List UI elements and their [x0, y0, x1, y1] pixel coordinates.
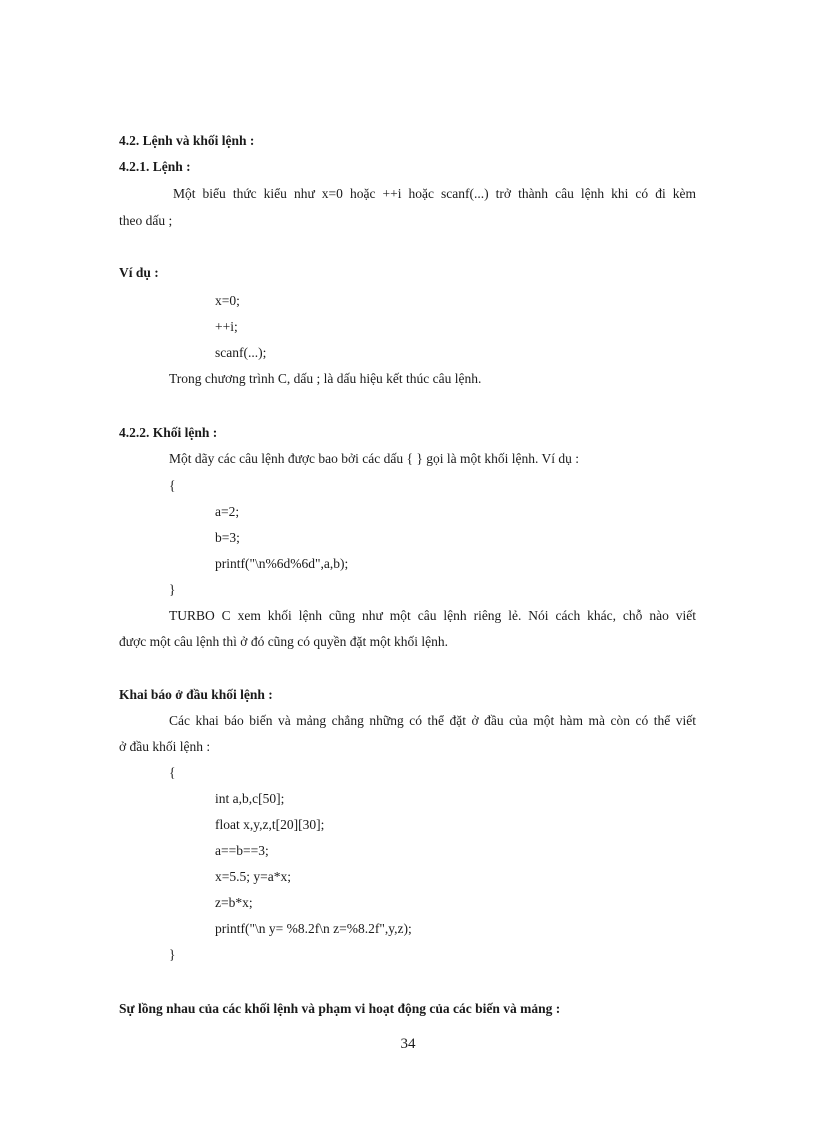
code-line: float x,y,z,t[20][30]; [215, 817, 325, 832]
paragraph-4-line-1: TURBO C xem khối lệnh cũng như một câu lệnh riêng lẻ. Nói cách khác, chỗ nào viết [169, 608, 696, 623]
heading-khai-bao: Khai báo ở đầu khối lệnh : [119, 687, 273, 702]
paragraph-5-line-1: Các khai báo biến và mảng chẳng những có thể đặt ở đầu của một hàm mà còn có thể viết [169, 713, 696, 728]
code-line: ++i; [215, 319, 238, 334]
code-line: z=b*x; [215, 895, 253, 910]
heading-4-2-2: 4.2.2. Khối lệnh : [119, 425, 218, 440]
paragraph-1-line-1: Một biểu thức kiểu như x=0 hoặc ++i hoặc scanf(...) trở thành câu lệnh khi có đi kèm [173, 186, 696, 201]
heading-4-2: 4.2. Lệnh và khối lệnh : [119, 133, 255, 148]
brace-close: } [169, 582, 176, 597]
code-line: x=0; [215, 293, 240, 308]
paragraph-3: Một dãy các câu lệnh được bao bởi các dấu { } gọi là một khối lệnh. Ví dụ : [169, 451, 579, 466]
code-line: b=3; [215, 530, 240, 545]
paragraph-2: Trong chương trình C, dấu ; là dấu hiệu kết thúc câu lệnh. [169, 371, 482, 386]
code-line: int a,b,c[50]; [215, 791, 285, 806]
code-line: scanf(...); [215, 345, 267, 360]
paragraph-5-line-2: ở đầu khối lệnh : [119, 739, 211, 754]
paragraph-4-line-2: được một câu lệnh thì ở đó cũng có quyền đặt một khối lệnh. [119, 634, 449, 649]
heading-4-2-1: 4.2.1. Lệnh : [119, 159, 191, 174]
brace-open: { [169, 478, 176, 493]
code-line: printf("\n y= %8.2f\n z=%8.2f",y,z); [215, 921, 412, 936]
code-line: x=5.5; y=a*x; [215, 869, 291, 884]
code-line: a=2; [215, 504, 240, 519]
brace-open: { [169, 765, 176, 780]
heading-long-nhau: Sự lồng nhau của các khối lệnh và phạm vi hoạt động của các biến và mảng : [119, 1001, 561, 1016]
code-line: a==b==3; [215, 843, 269, 858]
example-label: Ví dụ : [119, 265, 159, 280]
page-number: 34 [400, 1036, 416, 1052]
brace-close: } [169, 947, 176, 962]
paragraph-1-line-2: theo dấu ; [119, 213, 173, 228]
code-line: printf("\n%6d%6d",a,b); [215, 556, 349, 571]
